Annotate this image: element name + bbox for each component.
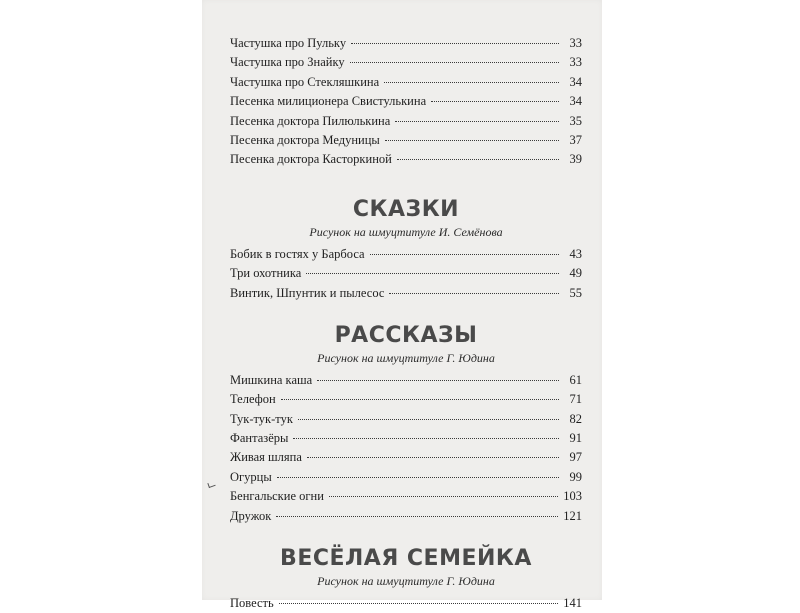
toc-entry[interactable] bbox=[230, 112, 582, 131]
entry-title: Фантазёры bbox=[230, 431, 289, 446]
entry-page: 141 bbox=[563, 596, 582, 611]
toc-entry[interactable] bbox=[230, 390, 582, 409]
entry-title: Песенка доктора Касторкиной bbox=[230, 152, 392, 167]
entry-title: Песенка доктора Медуницы bbox=[230, 132, 380, 147]
dot-leader bbox=[276, 516, 558, 517]
toc-entry[interactable] bbox=[230, 487, 582, 506]
section-heading: СКАЗКИ bbox=[352, 196, 460, 222]
entry-page: 34 bbox=[569, 94, 582, 109]
dot-leader bbox=[306, 273, 559, 274]
dot-leader bbox=[385, 140, 559, 141]
entry-page: 34 bbox=[569, 74, 582, 89]
entry-page: 49 bbox=[569, 266, 582, 281]
section-songs bbox=[230, 34, 582, 170]
toc-entry[interactable] bbox=[230, 507, 582, 526]
toc-entry[interactable] bbox=[230, 131, 582, 150]
entry-page: 39 bbox=[569, 152, 582, 167]
entry-title: Телефон bbox=[230, 392, 276, 407]
section-heading: РАССКАЗЫ bbox=[334, 322, 478, 348]
section-subtitle: Рисунок на шмуцтитуле Г. Юдина bbox=[317, 574, 495, 589]
section-subtitle: Рисунок на шмуцтитуле Г. Юдина bbox=[317, 350, 495, 365]
dot-leader bbox=[317, 380, 559, 381]
toc-entry[interactable] bbox=[230, 73, 582, 92]
spacer bbox=[230, 303, 582, 323]
entry-page: 71 bbox=[569, 392, 582, 407]
toc-entry[interactable] bbox=[230, 468, 582, 487]
entry-title: Бенгальские огни bbox=[230, 489, 324, 504]
dot-leader bbox=[281, 399, 559, 400]
entry-title: Живая шляпа bbox=[230, 450, 302, 465]
dot-leader bbox=[307, 457, 559, 458]
toc-entry[interactable] bbox=[230, 371, 582, 390]
toc-entry[interactable] bbox=[230, 92, 582, 111]
dot-leader bbox=[370, 254, 559, 255]
entry-title: Винтик, Шпунтик и пылесос bbox=[230, 285, 385, 300]
entry-title: Мишкина каша bbox=[230, 372, 313, 387]
toc-entry[interactable] bbox=[230, 429, 582, 448]
entry-title: Три охотника bbox=[230, 266, 302, 281]
entry-page: 33 bbox=[569, 36, 582, 50]
toc-entry[interactable] bbox=[230, 245, 582, 264]
dot-leader bbox=[351, 43, 559, 44]
toc-entry[interactable] bbox=[230, 594, 582, 613]
entry-title: Бобик в гостях у Барбоса bbox=[230, 246, 365, 261]
entry-title: Песенка милиционера Свистулькина bbox=[230, 94, 427, 109]
dot-leader bbox=[395, 121, 559, 122]
entry-page: 35 bbox=[569, 113, 582, 128]
toc-entry[interactable] bbox=[230, 410, 582, 429]
spacer bbox=[230, 526, 582, 546]
toc-entry[interactable] bbox=[230, 264, 582, 283]
dot-leader bbox=[279, 603, 559, 604]
entry-page: 91 bbox=[569, 431, 582, 446]
entry-page: 61 bbox=[569, 372, 582, 387]
toc-entry[interactable] bbox=[230, 34, 582, 53]
section-heading: ВЕСЁЛАЯ СЕМЕЙКА bbox=[280, 546, 532, 572]
entry-title: Частушка про Знайку bbox=[230, 55, 345, 70]
dot-leader bbox=[329, 496, 558, 497]
entry-page: 43 bbox=[569, 246, 582, 261]
toc-entry[interactable] bbox=[230, 53, 582, 72]
toc-entry[interactable] bbox=[230, 150, 582, 169]
section-skazki bbox=[230, 197, 582, 303]
dot-leader bbox=[389, 293, 559, 294]
entry-title: Частушка про Пульку bbox=[230, 36, 347, 50]
dot-leader bbox=[431, 101, 559, 102]
pencil-mark-icon bbox=[207, 481, 215, 488]
book-page bbox=[202, 0, 602, 611]
section-veselaya-semeyka bbox=[230, 546, 582, 613]
entry-title: Частушка про Стекляшкина bbox=[230, 74, 380, 89]
entry-title: Огурцы bbox=[230, 469, 272, 484]
spacer bbox=[230, 170, 582, 197]
table-of-contents bbox=[230, 34, 582, 613]
dot-leader bbox=[277, 477, 559, 478]
section-subtitle: Рисунок на шмуцтитуле И. Семёнова bbox=[309, 224, 503, 239]
entry-page: 103 bbox=[563, 489, 582, 504]
toc-entry[interactable] bbox=[230, 448, 582, 467]
toc-entry[interactable] bbox=[230, 284, 582, 303]
entry-title: Повесть bbox=[230, 596, 274, 611]
dot-leader bbox=[397, 159, 559, 160]
entry-page: 99 bbox=[569, 469, 582, 484]
entry-page: 37 bbox=[569, 132, 582, 147]
entry-page: 33 bbox=[569, 55, 582, 70]
entry-page: 97 bbox=[569, 450, 582, 465]
entry-page: 55 bbox=[569, 285, 582, 300]
dot-leader bbox=[293, 438, 559, 439]
entry-page: 82 bbox=[569, 411, 582, 426]
dot-leader bbox=[298, 419, 559, 420]
section-rasskazy bbox=[230, 323, 582, 526]
dot-leader bbox=[350, 62, 559, 63]
entry-title: Песенка доктора Пилюлькина bbox=[230, 113, 391, 128]
entry-page: 121 bbox=[563, 508, 582, 523]
dot-leader bbox=[384, 82, 559, 83]
entry-title: Дружок bbox=[230, 508, 272, 523]
entry-title: Тук-тук-тук bbox=[230, 411, 293, 426]
